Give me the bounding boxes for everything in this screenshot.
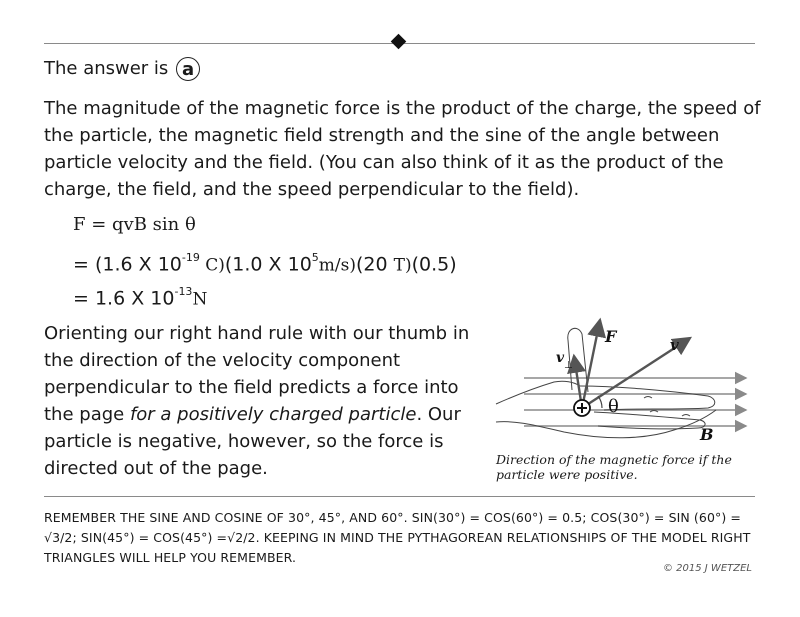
right-hand-rule-diagram [494,316,754,452]
field-lines [524,378,746,426]
speed-unit: m/s) [318,255,357,276]
equation-formula: F = qvB sin θ [73,214,196,235]
equals-sign: = [73,253,95,276]
bottom-divider [44,496,755,497]
copyright-notice: © 2015 J WETZEL [663,563,752,574]
answer-letter-badge: a [176,57,200,81]
remember-note: REMEMBER THE SINE AND COSINE OF 30°, 45°, AND 60°. SIN(30°) = COS(60°) = 0.5; COS(30°) = SIN (60°) = √3/2; SIN(45°) = COS(45°) =√2/2. KEEPING IN MIND THE PYTHAGOREAN RELATIONSHIPS OF THE MODEL RIGHT TRIANGLES WILL HELP YOU REMEMBER. [44,510,751,565]
force-unit: N [192,289,208,310]
sine-value: (0.5) [411,253,457,276]
equation-line-1 [73,214,196,235]
equation-line-2 [73,253,457,275]
charge-exponent: -19 [181,251,200,264]
label-velocity: v [670,336,679,354]
diamond-ornament-icon [391,34,407,50]
explanation-paragraph: The magnitude of the magnetic force is the product of the charge, the speed of the particle, the magnetic field strength and the sine of the angle between particle velocity and the field. (You can also think of it as the product of the charge, the field, and the speed perpendicular to the field). [44,98,761,200]
label-field: B [700,425,714,444]
right-hand-rule-paragraph [44,320,484,482]
rh-text-1: Orienting our right hand rule with our thumb in the direction of the velocity component perpendicular to the field predicts a force into the page [44,323,470,425]
answer-prefix: The answer is [44,58,169,79]
charge-value: (1.6 X 10 [94,253,182,276]
rh-text-2: . Our particle is negative, however, so the force is directed out of the page. [44,404,461,479]
force-exponent: -13 [174,285,193,298]
charge-unit: C) [199,255,225,276]
field-value: (20 [356,253,394,276]
field-unit: T) [393,255,412,276]
positive-charge-icon [574,400,590,416]
label-v-perp: v [556,350,565,366]
figure-caption: Direction of the magnetic force if the particle were positive. [496,452,732,482]
angle-arc [598,396,602,408]
force-value: 1.6 X 10 [94,287,175,310]
speed-value: (1.0 X 10 [224,253,312,276]
label-force: F [605,327,617,346]
equation-line-3 [73,287,207,309]
answer-line [44,57,200,81]
rh-text-emphasis: for a positively charged particle [129,404,417,425]
label-angle: θ [608,396,619,417]
label-v-perp-subscript: ⊥ [564,360,573,371]
equals-sign: = [73,287,95,310]
speed-exponent: 5 [311,251,319,264]
